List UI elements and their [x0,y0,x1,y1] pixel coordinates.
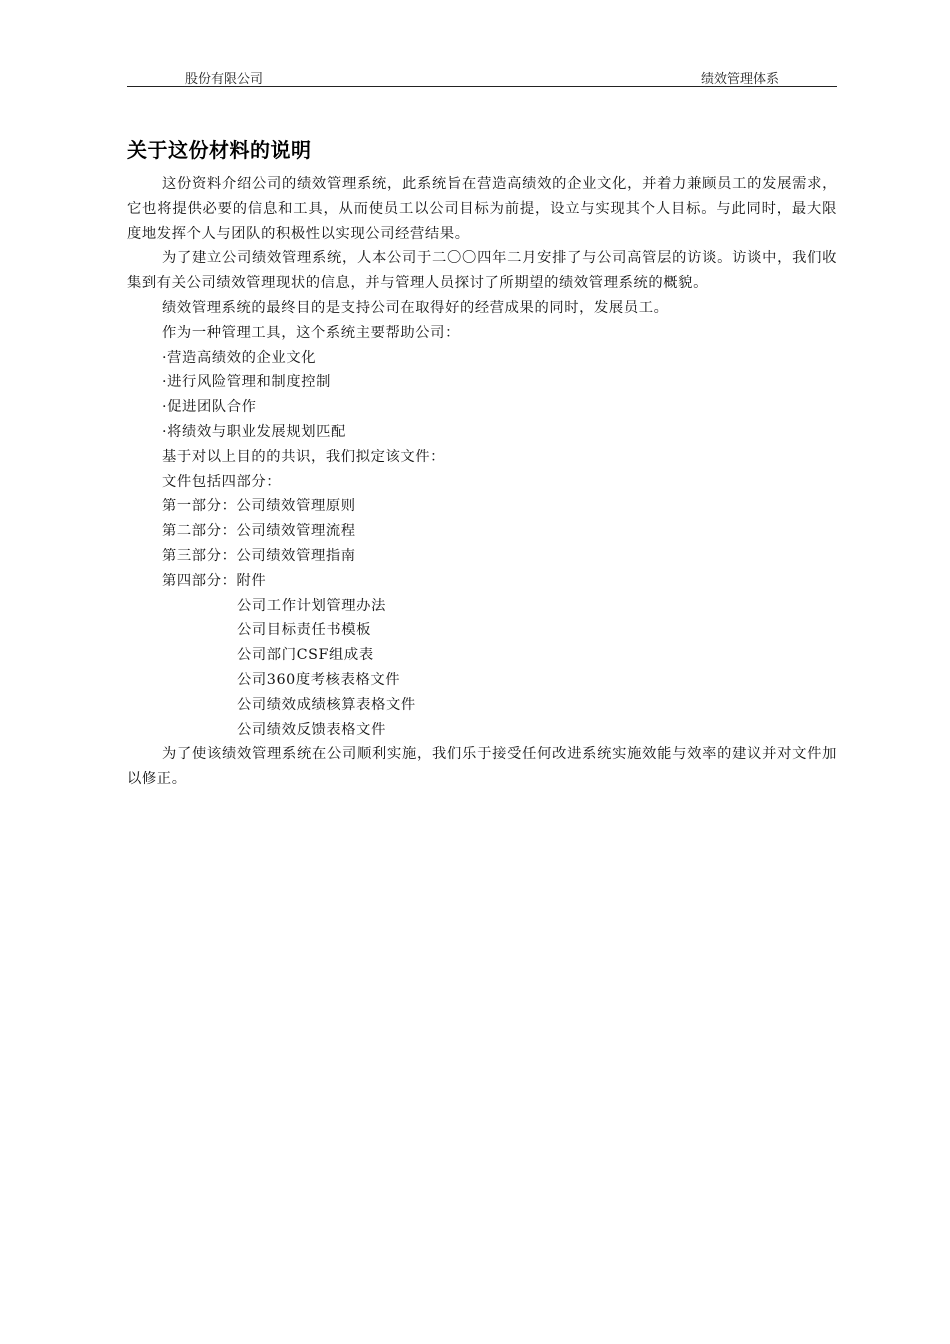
interview-paragraph: 为了建立公司绩效管理系统，人本公司于二〇〇四年二月安排了与公司高管层的访谈。访谈中，我们收集到有关公司绩效管理现状的信息，并与管理人员探讨了所期望的绩效管理系统的概貌。 [127,250,837,292]
attachment-item: 公司绩效成绩核算表格文件 [237,696,416,713]
part-item: 第二部分：公司绩效管理流程 [162,523,356,540]
tool-paragraph: 作为一种管理工具，这个系统主要帮助公司： [162,324,460,341]
attachment-item: 公司360度考核表格文件 [237,671,401,688]
bullet-item: ·进行风险管理和制度控制 [162,374,332,391]
bullet-item: ·将绩效与职业发展规划匹配 [162,423,346,440]
document-body [127,172,837,792]
bullet-item: ·促进团队合作 [162,399,257,416]
purpose-paragraph: 绩效管理系统的最终目的是支持公司在取得好的经营成果的同时，发展员工。 [162,299,669,316]
page-header [127,66,837,87]
intro-paragraph: 这份资料介绍公司的绩效管理系统，此系统旨在营造高绩效的企业文化，并着力兼顾员工的发展需求，它也将提供必要的信息和工具，从而使员工以公司目标为前提，设立与实现其个人目标。与此同时，最大限度地发挥个人与团队的积极性以实现公司经营结果。 [127,176,837,242]
attachment-item: 公司绩效反馈表格文件 [237,721,386,738]
attachment-item: 公司部门CSF组成表 [237,647,374,664]
attachment-item: 公司工作计划管理办法 [237,597,386,614]
contents-paragraph: 文件包括四部分： [162,473,282,490]
closing-paragraph: 为了使该绩效管理系统在公司顺利实施，我们乐于接受任何改进系统实施效能与效率的建议并对文件加以修正。 [127,746,837,788]
consensus-paragraph: 基于对以上目的的共识，我们拟定该文件： [162,448,446,465]
part-item: 第三部分：公司绩效管理指南 [162,547,356,564]
bullet-item: ·营造高绩效的企业文化 [162,349,317,366]
part-item: 第四部分：附件 [162,572,267,589]
document-title: 关于这份材料的说明 [127,138,312,162]
header-system: 绩效管理体系 [700,72,779,87]
attachment-item: 公司目标责任书模板 [237,622,372,639]
header-company: 股份有限公司 [185,72,264,87]
part-item: 第一部分：公司绩效管理原则 [162,498,356,515]
